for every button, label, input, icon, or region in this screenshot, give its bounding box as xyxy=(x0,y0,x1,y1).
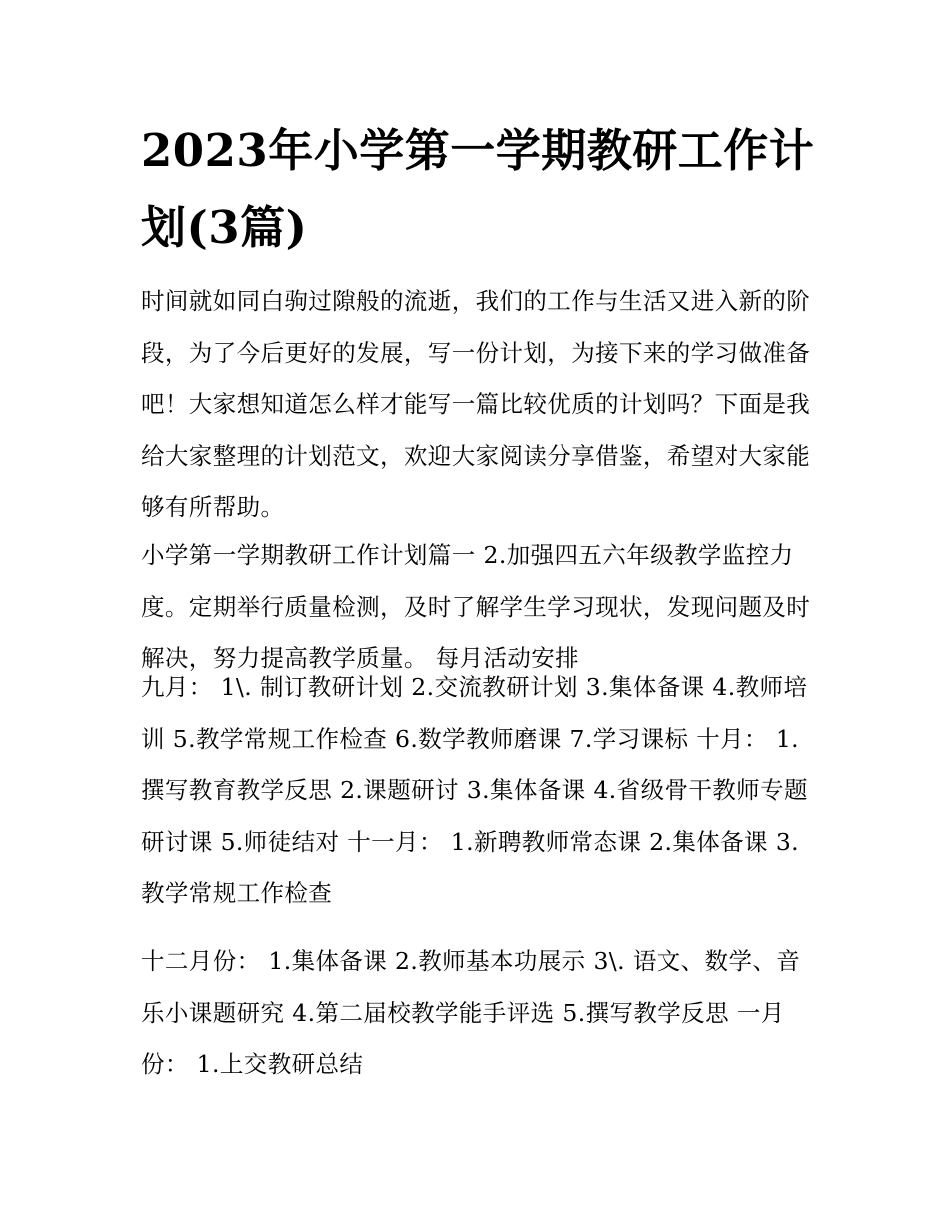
december-january-schedule: 十二月份： 1.集体备课 2.教师基本功展示 3\. 语文、数学、音乐小课题研究 4.第二届校教学能手评选 5.撰写教学反思 一月份： 1.上交教研总结 xyxy=(141,947,801,1078)
september-to-november-schedule: 九月： 1\. 制订教研计划 2.交流教研计划 3.集体备课 4.教师培训 5.教学常规工作检查 6.数学教师磨课 7.学习课标 十月： 1.撰写教育教学反思 2.课题研讨 3.集体备课 4.省级骨干教师专题研讨课 5.师徒结对 十一月： 1.新聘教师常态课 2.集体备课 3.教学常规工作检查 xyxy=(141,673,808,907)
document-title: 2023年小学第一学期教研工作计划(3篇) xyxy=(141,124,815,254)
section-one-paragraph: 小学第一学期教研工作计划篇一 2.加强四五六年级教学监控力度。定期举行质量检测，及时了解学生学习现状，发现问题及时解决，努力提高教学质量。 每月活动安排 xyxy=(141,541,811,672)
intro-paragraph: 时间就如同白驹过隙般的流逝，我们的工作与生活又进入新的阶段，为了今后更好的发展，写一份计划，为接下来的学习做准备吧！大家想知道怎么样才能写一篇比较优质的计划吗？下面是我给大家整理的计划范文，欢迎大家阅读分享借鉴，希望对大家能够有所帮助。 xyxy=(141,287,811,521)
